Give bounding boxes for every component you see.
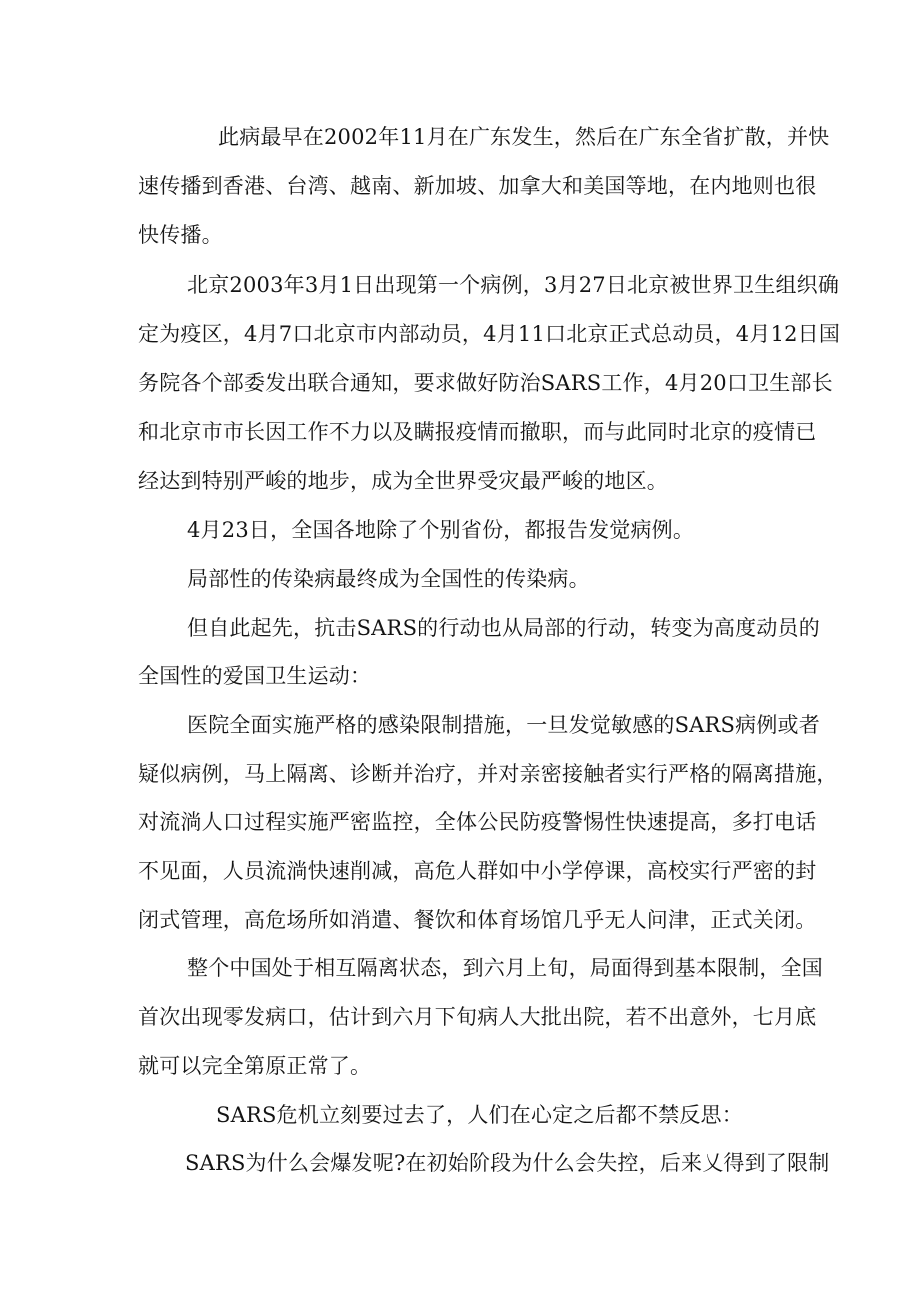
p6-line-5: 闭式管理，高危场所如消遣、餐饮和体育场馆几乎无人问津，正式关闭。 xyxy=(138,908,817,932)
p1-line-3: 快传播。 xyxy=(138,223,223,247)
p5-line-2: 全国性的爱国卫生运动： xyxy=(138,664,372,688)
p6-line-4: 不见面，人员流淌快速削减，高危人群如中小学停课，高校实行严密的封 xyxy=(138,859,817,883)
p1-line-2: 速传播到香港、台湾、越南、新加坡、加拿大和美国等地，在内地则也很 xyxy=(138,174,817,198)
p3-line-1: 4月23日，全国各地除了个别省份，都报告发觉病例。 xyxy=(187,518,695,542)
p4-line-1: 局部性的传染病最终成为全国性的传染病。 xyxy=(187,567,590,591)
p2-line-4: 和北京市市长因工作不力以及瞒报疫情而撤职，而与此同时北京的疫情已 xyxy=(138,420,817,444)
p7-line-3: 就可以完全第原正常了。 xyxy=(138,1054,372,1078)
p6-line-1: 医院全面实施严格的感染限制措施，一旦发觉敏感的SARS病例或者 xyxy=(187,713,820,737)
p6-line-2: 疑似病例，马上隔离、诊断并治疗，并对亲密接触者实行严格的隔离措施， xyxy=(138,762,838,786)
p1-line-1: 此病最早在2002年11月在广东发生，然后在广东全省扩散，并快 xyxy=(218,125,830,149)
p7-line-2: 首次出现零发病口，估计到六月下旬病人大批出院，若不出意外，七月底 xyxy=(138,1005,817,1029)
p5-line-1: 但自此起先，抗击SARS的行动也从局部的行动，转变为高度动员的 xyxy=(187,616,820,640)
p6-line-3: 对流淌人口过程实施严密监控，全体公民防疫警惕性快速提高，多打电话 xyxy=(138,810,817,834)
p2-line-2: 定为疫区，4月7口北京市内部动员，4月11口北京正式总动员，4月12日国 xyxy=(138,322,841,346)
p2-line-3: 务院各个部委发出联合通知，要求做好防治SARS工作，4月20口卫生部长 xyxy=(138,371,833,395)
p8-line-1: SARS危机立刻要过去了，人们在心定之后都不禁反思： xyxy=(216,1103,743,1127)
p9-line-1: SARS为什么会爆发呢?在初始阶段为什么会失控，后来乂得到了限制 xyxy=(185,1151,830,1175)
p2-line-1: 北京2003年3月1日出现第一个病例，3月27日北京被世界卫生组织确 xyxy=(187,273,840,297)
p2-line-5: 经达到特别严峻的地步，成为全世界受灾最严峻的地区。 xyxy=(138,469,668,493)
p7-line-1: 整个中国处于相互隔离状态，到六月上旬，局面得到基本限制，全国 xyxy=(187,956,823,980)
